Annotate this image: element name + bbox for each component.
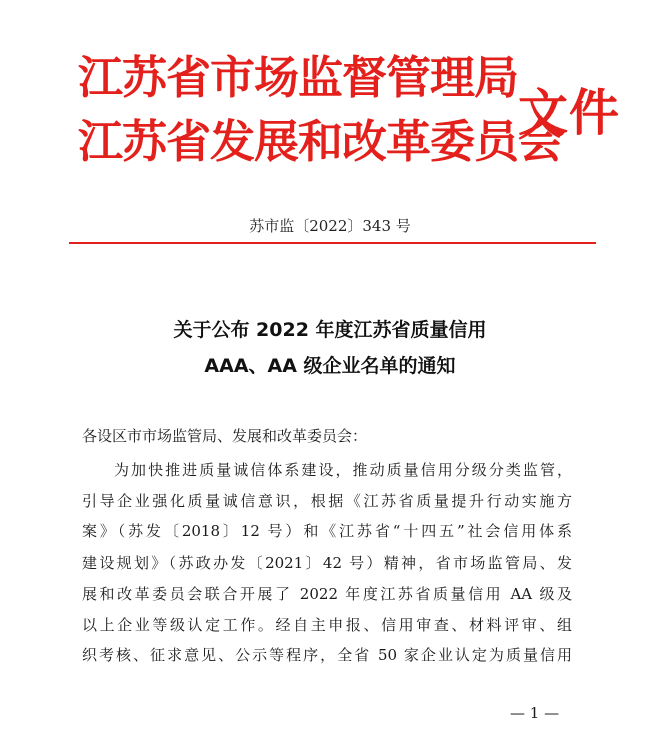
body-text-line: 展和改革委员会联合开展了 2022 年度江苏省质量信用 AA 级及 xyxy=(82,585,572,603)
document-title-line-1: 关于公布 2022 年度江苏省质量信用 xyxy=(173,319,487,341)
salutation: 各设区市市场监管局、发展和改革委员会： xyxy=(82,427,368,445)
body-text-line: 建设规划》（苏政办发〔2021〕42 号）精神，省市场监管局、发 xyxy=(82,554,572,572)
body-text-line: 引导企业强化质量诚信意识，根据《江苏省质量提升行动实施方 xyxy=(82,492,572,510)
body-text-line: 为加快推进质量诚信体系建设，推动质量信用分级分类监管， xyxy=(114,461,572,479)
document-number: 苏市监〔2022〕343 号 xyxy=(249,217,411,235)
body-text-line: 案》（苏发〔2018〕12 号）和《江苏省“十四五”社会信用体系 xyxy=(82,522,572,540)
body-text-line: 织考核、征求意见、公示等程序，全省 50 家企业认定为质量信用 xyxy=(82,646,572,664)
document-title-line-2: AAA、AA 级企业名单的通知 xyxy=(204,355,456,377)
red-divider-line xyxy=(69,242,596,244)
body-text-line: 以上企业等级认定工作。经自主申报、信用审查、材料评审、组 xyxy=(82,616,572,634)
page-number: — 1 — xyxy=(510,704,560,722)
document-type-label: 文件 xyxy=(518,83,620,142)
issuer-name-line-2: 江苏省发展和改革委员会 xyxy=(78,115,563,168)
issuer-name-line-1: 江苏省市场监督管理局 xyxy=(78,51,519,104)
